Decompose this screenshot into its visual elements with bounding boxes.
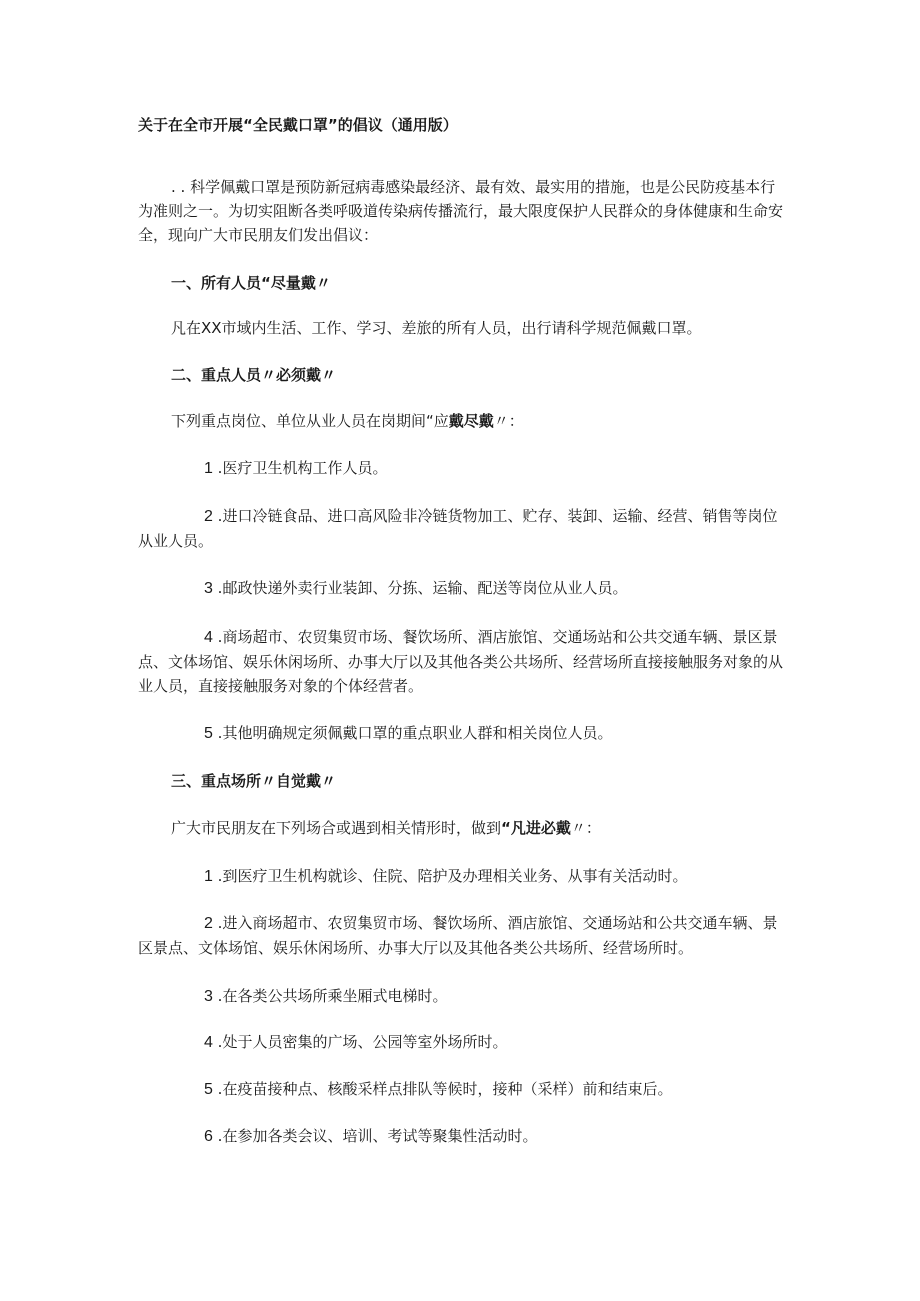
section2-item-4 <box>138 625 788 698</box>
item-text: .其他明确规定须佩戴口罩的重点职业人群和相关岗位人员。 <box>212 724 613 742</box>
section2-lead-text: 下列重点岗位、单位从业人员在岗期间“应 <box>171 412 449 430</box>
item-text: .在各类公共场所乘坐厢式电梯时。 <box>212 987 448 1005</box>
item-number: 3 <box>204 580 213 597</box>
item-number: 1 <box>204 460 213 477</box>
section2-item-3 <box>138 576 788 601</box>
section3-lead-emphasis: “凡进必戴 <box>501 819 571 837</box>
item-number: 4 <box>204 1034 213 1051</box>
section3-lead <box>138 816 788 840</box>
item-number: 2 <box>204 508 213 525</box>
section2-item-2 <box>138 504 788 553</box>
item-text: .在参加各类会议、培训、考试等聚集性活动时。 <box>212 1127 538 1145</box>
section3-item-3 <box>138 984 788 1009</box>
section2-heading: 二、重点人员〃必须戴〃 <box>171 366 337 384</box>
section3-lead-end: 〃： <box>570 819 601 837</box>
item-number: 6 <box>204 1128 213 1145</box>
item-number: 1 <box>204 868 213 885</box>
item-text: .邮政快递外卖行业装卸、分拣、运输、配送等岗位从业人员。 <box>212 579 628 597</box>
section2-item-1 <box>138 456 788 481</box>
section2-item-5 <box>138 721 788 746</box>
item-text: .到医疗卫生机构就诊、住院、陪护及办理相关业务、从事有关活动时。 <box>212 867 688 885</box>
section2-lead-end: 〃： <box>493 412 524 430</box>
item-number: 2 <box>204 915 213 932</box>
section3-item-6 <box>138 1124 788 1149</box>
item-number: 5 <box>204 1081 213 1098</box>
section3-lead-text: 广大市民朋友在下列场合或遇到相关情形时，做到 <box>171 819 502 837</box>
item-text: .医疗卫生机构工作人员。 <box>212 459 388 477</box>
item-number: 5 <box>204 725 213 742</box>
section3-item-5 <box>138 1077 788 1102</box>
section1-heading: 一、所有人员“尽量戴〃 <box>171 274 331 292</box>
item-text: .在疫苗接种点、核酸采样点排队等候时，接种（采样）前和结束后。 <box>212 1080 673 1098</box>
section3-item-1 <box>138 864 788 889</box>
item-number: 3 <box>204 988 213 1005</box>
section1-text: 凡在XX市域内生活、工作、学习、差旅的所有人员，出行请科学规范佩戴口罩。 <box>171 319 702 337</box>
item-text: .处于人员密集的广场、公园等室外场所时。 <box>212 1033 508 1051</box>
item-number: 4 <box>204 629 213 646</box>
document-title: 关于在全市开展“全民戴口罩”的倡议（通用版） <box>138 116 458 134</box>
section3-heading: 三、重点场所〃自觉戴〃 <box>171 772 337 790</box>
item-text: .进口冷链食品、进口高风险非冷链货物加工、贮存、装卸、运输、经营、销售等岗位从业人员。 <box>138 507 778 550</box>
section3-item-4 <box>138 1030 788 1055</box>
item-text: .商场超市、农贸集贸市场、餐饮场所、酒店旅馆、交通场站和公共交通车辆、景区景点、文体场馆、娱乐休闲场所、办事大厅以及其他各类公共场所、经营场所直接接触服务对象的从业人员，直接接触服务对象的个体经营者。 <box>138 628 784 695</box>
section3-item-2 <box>138 911 788 960</box>
section2-lead <box>138 409 788 433</box>
intro-paragraph: . . 科学佩戴口罩是预防新冠病毒感染最经济、最有效、最实用的措施，也是公民防疫基本行为准则之一。为切实阻断各类呼吸道传染病传播流行，最大限度保护人民群众的身体健康和生命安全，现向广大市民朋友们发出倡议： <box>138 178 784 244</box>
item-text: .进入商场超市、农贸集贸市场、餐饮场所、酒店旅馆、交通场站和公共交通车辆、景区景点、文体场馆、娱乐休闲场所、办事大厅以及其他各类公共场所、经营场所时。 <box>138 914 778 957</box>
section2-lead-emphasis: 戴尽戴 <box>448 412 494 430</box>
